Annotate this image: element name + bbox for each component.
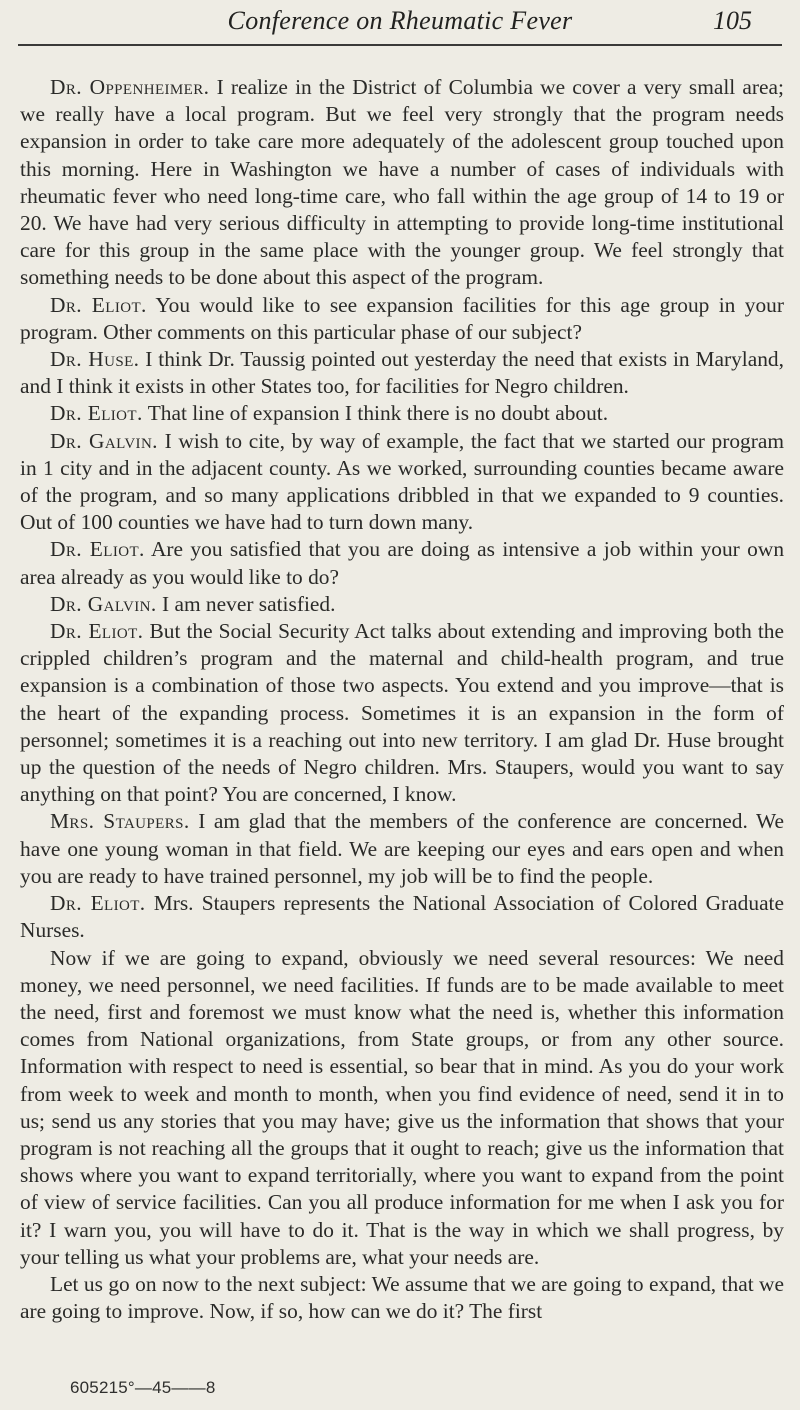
speaker-name: Mrs. Staupers.: [50, 809, 190, 834]
paragraph-text: Now if we are going to expand, obviously we need several resources: We need money, we need personnel, we need facilities. If funds are to be made available to meet the need, first and foremost we must know what the need is, whether this information comes from National organizations, from State groups, or from any other source. Information with respect to need is essential, so bear that in mind. As you do your work from week to week and month to month, when you find evidence of need, send it in to us; send us any stories that you may have; give us the information that shows that your program is not reaching all the groups that it ought to reach; give us the information that shows where you want to expand territorially, where you want to expand from the point of view of service facilities. Can you all produce information for me when I ask you for it? I warn you, you will have to do it. That is the way in which we shall progress, by your telling us what your problems are, what your needs are.: [20, 945, 784, 1269]
speaker-name: Dr. Eliot.: [50, 292, 147, 317]
paragraph: [20, 536, 784, 590]
speaker-name: Dr. Galvin.: [50, 591, 157, 616]
paragraph-text: I realize in the District of Columbia we cover a very small area; we really have a local program. But we feel very strongly that the program needs expansion in order to take care more adequately of the adolescent group touched upon this morning. Here in Washington we have a number of cases of individuals with rheumatic fever who need long-time care, who fall within the age group of 14 to 19 or 20. We have had very serious difficulty in attempting to provide long-time institutional care for this group in the same place with the younger group. We feel strongly that something needs to be done about this aspect of the program.: [20, 75, 784, 290]
paragraph-text: But the Social Security Act talks about extending and improving both the crippled children’s program and the maternal and child-health program, and true expansion is a combination of those two aspects. You extend and you improve—that is the heart of the expanding process. Sometimes it is an expansion in the form of personnel; sometimes it is a reaching out into new territory. I am glad Dr. Huse brought up the question of the needs of Negro children. Mrs. Staupers, would you want to say anything on that point? You are concerned, I know.: [20, 619, 784, 807]
paragraph: [20, 618, 784, 808]
body-text: [20, 74, 784, 1325]
paragraph: [20, 428, 784, 537]
paragraph-text: You would like to see expansion facilities for this age group in your program. Other comments on this particular phase of our subject?: [20, 292, 784, 344]
paragraph-text: That line of expansion I think there is no doubt about.: [147, 401, 609, 426]
paragraph-text: I think Dr. Taussig pointed out yesterday the need that exists in Maryland, and I think it exists in other States too, for facilities for Negro children.: [20, 347, 784, 399]
speaker-name: Dr. Huse.: [50, 347, 140, 372]
running-title: Conference on Rheumatic Fever: [227, 6, 573, 35]
speaker-name: Dr. Eliot.: [50, 537, 145, 562]
paragraph: [20, 945, 784, 1271]
header-rule: [18, 44, 782, 46]
speaker-name: Dr. Eliot.: [50, 891, 146, 916]
paragraph-text: Mrs. Staupers represents the National Association of Colored Graduate Nurses.: [20, 891, 784, 943]
paragraph: [20, 74, 784, 292]
speaker-name: Dr. Galvin.: [50, 428, 158, 453]
paragraph-text: Let us go on now to the next subject: We assume that we are going to expand, that we are going to improve. Now, if so, how can we do it? The first: [20, 1271, 784, 1324]
paragraph-text: I wish to cite, by way of example, the fact that we started our program in 1 city and in the adjacent county. As we worked, surrounding counties became aware of the program, and so many applications dribbled in that we expanded to 9 counties. Out of 100 counties we have had to turn down many.: [20, 428, 784, 535]
paragraph: [20, 1271, 784, 1325]
page-header: [0, 6, 800, 42]
paragraph: [20, 346, 784, 400]
paragraph: [20, 890, 784, 944]
paragraph: [20, 292, 784, 346]
paragraph-text: I am glad that the members of the conference are concerned. We have one young woman in that field. We are keeping our eyes and ears open and when you are ready to have trained personnel, my job will be to find the people.: [20, 809, 784, 888]
paragraph: [20, 591, 784, 618]
speaker-name: Dr. Eliot.: [50, 619, 144, 644]
paragraph: [20, 808, 784, 890]
paragraph-text: Are you satisfied that you are doing as intensive a job within your own area already as you would like to do?: [20, 537, 785, 589]
speaker-name: Dr. Eliot.: [50, 401, 143, 426]
speaker-name: Dr. Oppenheimer.: [50, 75, 210, 99]
page-number: 105: [713, 6, 752, 35]
print-signature-mark: 605215°—45——8: [70, 1378, 216, 1397]
paragraph-text: I am never satisfied.: [161, 591, 336, 616]
paragraph: [20, 400, 784, 427]
